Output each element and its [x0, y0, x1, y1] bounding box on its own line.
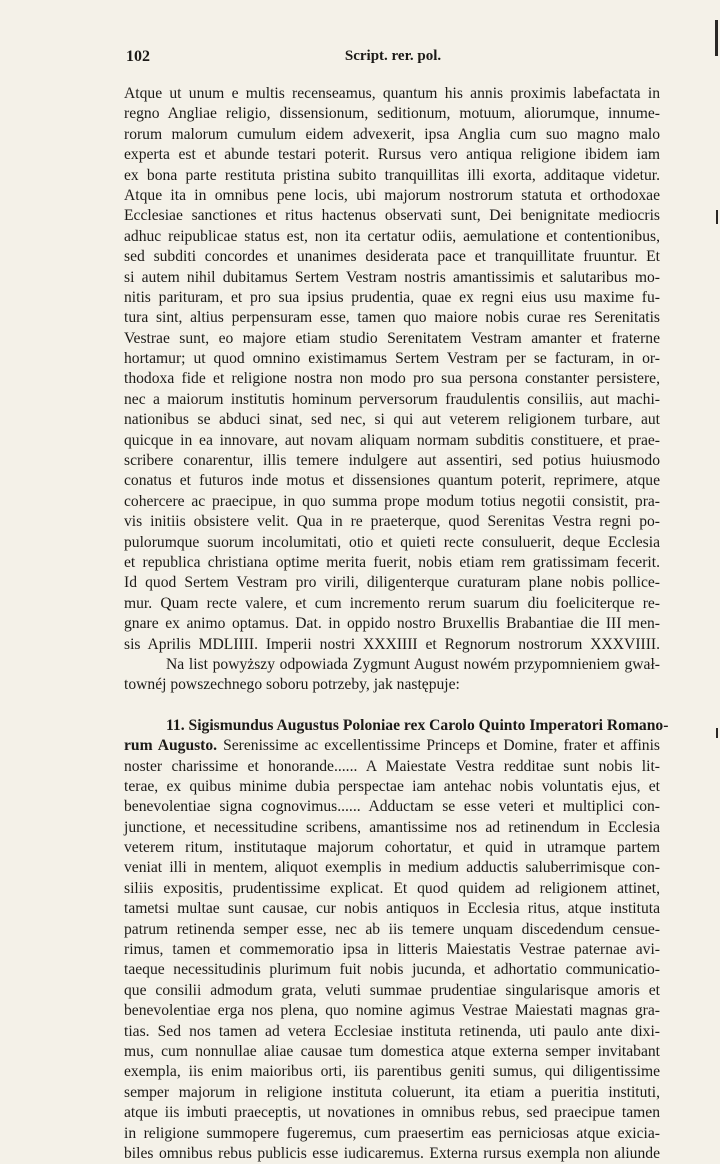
text-line: rorum malorum cumulum eidem advexerit, ipsa Anglia cum suo magno malo [124, 125, 660, 143]
text-line: tametsi multae sunt causae, cur nobis antiquos in Ecclesia ritus, atque instituta [124, 900, 660, 918]
text-line: vis initiis obsistere velit. Qua in re praeterque, quod Serenitas Vestra regni po- [124, 513, 660, 531]
text-line: terae, ex quibus minime dubia perspectae iam antehac nobis voluntatis ejus, et [124, 777, 660, 795]
text-line: in religione summopere fugeremus, cum praesertim eas perniciosas atque exicia- [124, 1124, 660, 1142]
text-run: Serenissime ac excellentissime Princeps et Domine, frater et affinis [217, 737, 660, 755]
text-line: et republica christiana optime merita fuerit, nobis etiam rem gratissimam fecerit. [124, 553, 660, 571]
section-heading-cont: rum Augusto. [124, 737, 218, 755]
text-line: tura sint, altius perpensuram esse, tamen quo maiore nobis curae res Serenitatis [124, 309, 660, 327]
text-line: cohercere ac praecipue, in quo summa prope modum totius negotii consistit, pra- [124, 492, 660, 510]
text-line: si autem nihil dubitamus Sertem Vestram nostris amantissimis et salutaribus mo- [124, 268, 660, 286]
text-line: veterem ritum, institutaque majorum cohortatur, et quid in utramque partem [124, 839, 660, 857]
page-header [126, 48, 660, 70]
text-line: mus, cum nonnullae aliae causae tum domestica atque externa semper invitabant [124, 1042, 660, 1060]
text-line: nec a maiorum institutis hominum perversorum fraudulentis consiliis, aut machi- [124, 390, 660, 408]
text-line: patrum retinenda semper esse, nec ab iis temere unquam discedendum censue- [124, 920, 660, 938]
text-line: Atque ita in omnibus pene locis, ubi majorum nostrorum statuta et orthodoxae [124, 186, 660, 204]
text-line: townéj powszechnego soboru potrzeby, jak następuje: [124, 676, 460, 694]
text-line: benevolentiae erga nos plena, quo nomine agimus Vestrae Maiestati magnas gra- [124, 1002, 660, 1020]
text-line: thodoxa fide et religione nostra non modo pro sua persona constanter persistere, [124, 370, 660, 388]
section-heading: 11. Sigismundus Augustus Poloniae rex Carolo Quinto Imperatori Romano- [166, 716, 669, 734]
section-spacer [124, 696, 660, 716]
text-line: Atque ut unum e multis recenseamus, quantum his annis proximis labefactata in [124, 85, 660, 102]
text-line: Na list powyższy odpowiada Zygmunt August nowém przypomnieniem gwał- [166, 655, 660, 673]
text-line: nitis parituram, et pro sua ipsius prudentia, quae ex regni eius usu maxime fu- [124, 288, 660, 306]
text-line: Vestrae sunt, eo majore etiam studio Serenitatem Vestram amanter et fraterne [124, 329, 660, 347]
text-line: quicque in ea innovare, aut novam aliquam normam subditis constituere, et prae- [124, 431, 660, 449]
text-line: sed subditi concordes et unanimes desiderata pace et tranquillitate fruuntur. Et [124, 248, 660, 266]
text-line: tias. Sed nos tamen ad vetera Ecclesiae instituta retinenda, uti paulo ante dixi- [124, 1022, 660, 1040]
text-line: junctione, et necessitudine scribens, amantissime nos ad retinendum in Ecclesia [124, 818, 660, 836]
text-line: nationibus se abduci sinat, sed nec, si qui aut veterem religionem turbare, aut [124, 411, 660, 429]
text-line: exempla, iis enim maioribus orti, iis parentibus geniti sumus, qui diligentissime [124, 1063, 660, 1081]
text-line: rimus, tamen et commemoratio ipsa in litteris Maiestatis Vestrae paternae avi- [124, 941, 660, 959]
text-line: taeque necessitudinis plurimum fuit nobis jucunda, et adhortatio communicatio- [124, 961, 660, 979]
text-line: siliis expositis, prudentissime explicat. Et quod quidem ad religionem attinet, [124, 879, 660, 897]
text-line: veniat illi in mentem, aliquot exemplis in medium adductis saluberrimisque con- [124, 859, 660, 877]
text-line: Id quod Sertem Vestram pro virili, diligenterque curaturam plane nobis pollice- [124, 574, 660, 592]
page-edge-mark [716, 210, 718, 224]
text-line: que consilii admodum grata, veluti summae prudentiae singularisque amoris et [124, 981, 660, 999]
page-body [124, 84, 669, 1164]
text-line: sis Aprilis MDLIIII. Imperii nostri XXXIIII et Regnorum nostrorum XXXVIIII. [124, 635, 660, 653]
text-line: ex bona parte restituta pristina subito tranquillitas illi exorta, additaque videtur. [124, 166, 660, 184]
text-line: regno Angliae religio, dissensionum, seditionum, motuum, aliorumque, innume- [124, 105, 660, 123]
text-line: mur. Quam recte valere, et cum incremento rerum suarum diu foeliciterque re- [124, 594, 660, 612]
paragraph-letter-body [124, 84, 660, 655]
text-line: hortamur; ut quod omnino existimamus Sertem Vestram per se facturam, in or- [124, 350, 660, 368]
text-line: gnare ex animo optamus. Dat. in oppido nostro Bruxellis Brabantiae die III men- [124, 615, 660, 633]
text-line: Ecclesiae sanctiones et ritus hactenus observati sunt, Dei benignitate mediocris [124, 207, 660, 225]
text-line: adhuc reipublicae status est, non ita certatur odiis, aemulatione et contentionibus, [124, 227, 660, 245]
section-11 [124, 716, 669, 1164]
text-line: atque iis imbuti praeceptis, ut novationes in omnibus rebus, sed praecipue tamen [124, 1104, 660, 1122]
paragraph-commentary [124, 655, 660, 696]
text-line: biles omnibus rebus publicis esse iudicaremus. Externa rursus exempla non aliunde [124, 1144, 660, 1162]
text-line [124, 736, 660, 756]
text-line: conatus et futuros inde motus et dissensiones quantum poterit, reprimere, atque [124, 472, 660, 490]
text-line: benevolentiae signa cognovimus...... Adductam se esse veteri et multiplici con- [124, 798, 660, 816]
page-number: 102 [126, 48, 150, 65]
text-line: scribere conarentur, illis temere indulgere aut assentiri, sed potius huiusmodo [124, 452, 660, 470]
running-title: Script. rer. pol. [344, 48, 442, 64]
text-line: pulorumque suorum incolumitati, otio et quieti recte consuluerit, deque Ecclesia [124, 533, 660, 551]
text-line: experta est et abunde testari poterit. Rursus vero antiqua religione ibidem iam [124, 146, 660, 164]
text-line: semper majorum in religione instituta coluerunt, ita etiam a pueritia instituti, [124, 1083, 660, 1101]
page-edge-mark [715, 20, 718, 56]
page-edge-mark [716, 728, 718, 738]
text-line: noster charissime et honorande...... A Maiestate Vestra redditae sunt nobis lit- [124, 757, 660, 775]
